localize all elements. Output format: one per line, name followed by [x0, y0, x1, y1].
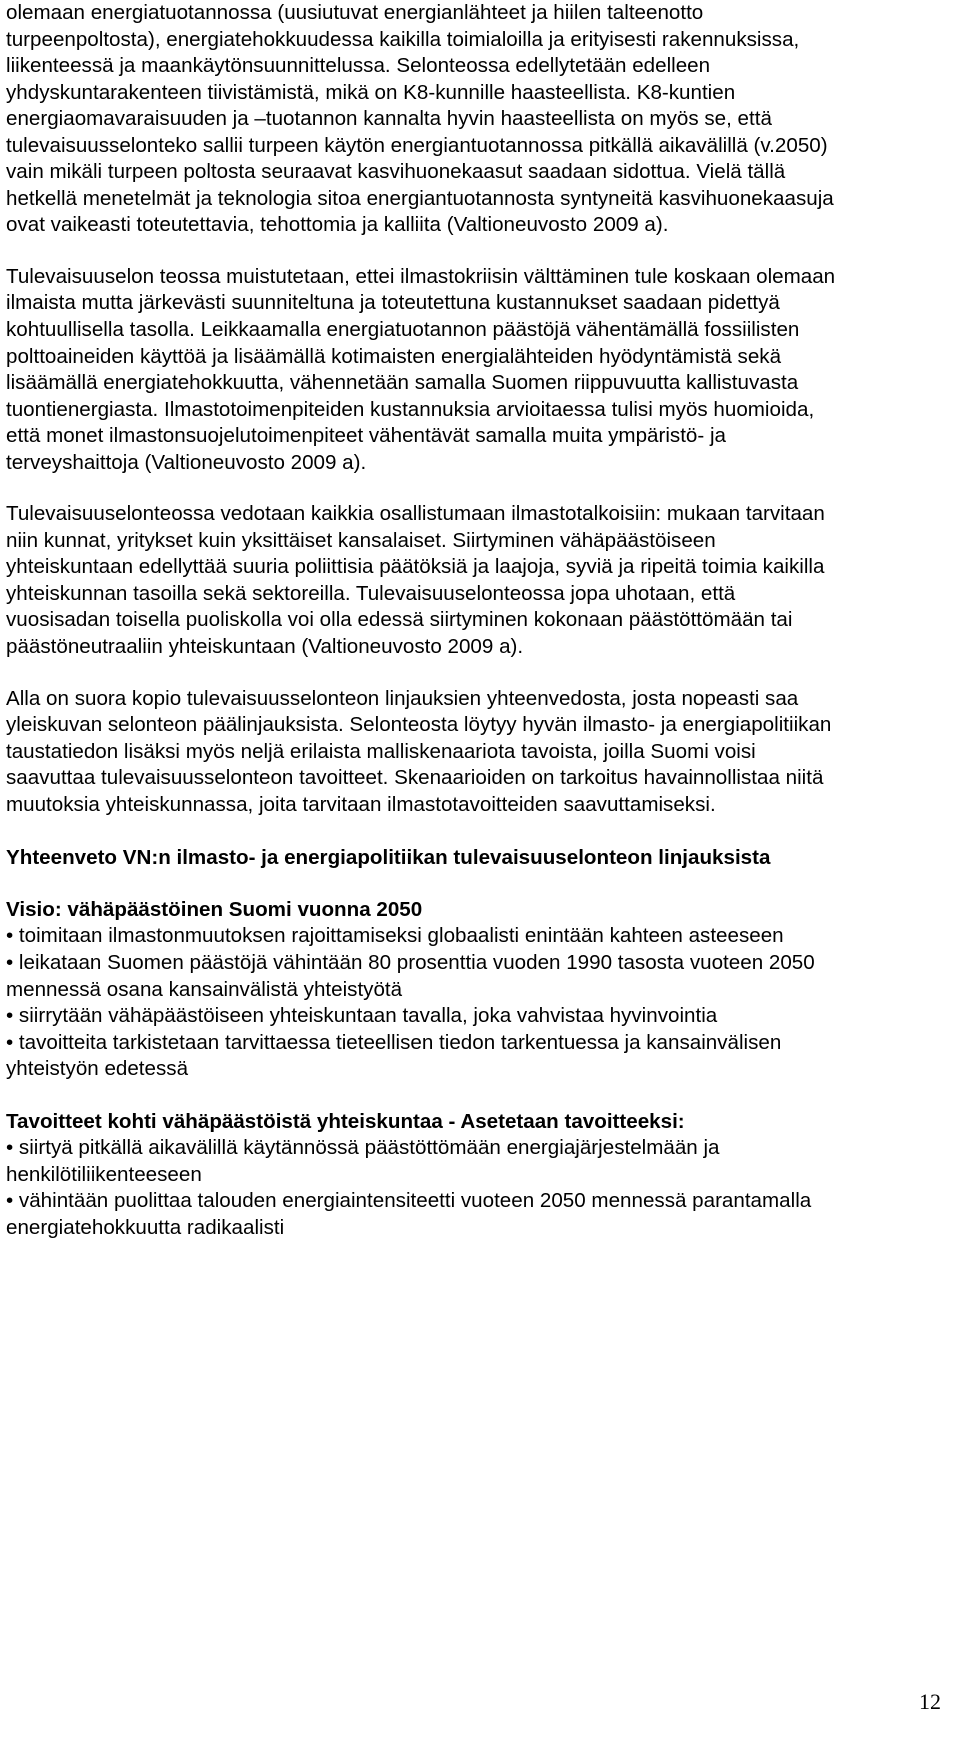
goals-item: • vähintään puolittaa talouden energiaintensiteetti vuoteen 2050 mennessä parantamalla energiatehokkuutta radikaalisti [6, 1189, 812, 1239]
vision-heading: Visio: vähäpäästöinen Suomi vuonna 2050 [6, 897, 423, 921]
paragraph: Tulevaisuuselonteossa vedotaan kaikkia osallistumaan ilmastotalkoisiin: mukaan tarvitaan niin kunnat, yritykset kuin yksittäiset kansalaiset. Siirtyminen vähäpäästöiseen yhteiskuntaan edellyttää suuria poliittisia päätöksiä ja laajoja, syviä ja ripeitä toimia kaikilla yhteiskunnan tasoilla sekä sektoreilla. Tulevaisuuselonteossa jopa uhotaan, että vuosisadan toisella puoliskolla voi olla edessä siirtyminen kokonaan päästöttömään tai päästöneutraaliin yhteiskuntaan (Valtioneuvosto 2009 a). [6, 502, 825, 659]
vision-item: • siirrytään vähäpäästöiseen yhteiskuntaan tavalla, joka vahvistaa hyvinvointia [6, 1004, 718, 1028]
summary-heading: Yhteenveto VN:n ilmasto- ja energiapolitiikan tulevaisuuselonteon linjauksista [6, 846, 771, 870]
vision-item: • tavoitteita tarkistetaan tarvittaessa tieteellisen tiedon tarkentuessa ja kansainvälisen yhteistyön edetessä [6, 1030, 782, 1081]
vision-section [6, 897, 841, 1083]
vision-list [6, 923, 841, 1082]
paragraph: olemaan energiatuotannossa (uusiutuvat energianlähteet ja hiilen talteenotto turpeenpoltosta), energiatehokkuudessa kaikilla toimialoilla ja erityisesti rakennuksissa, liikenteessä ja maankäytönsuunnittelussa. Selonteossa edellytetään edelleen yhdyskuntarakenteen tiivistämistä, mikä on K8-kunnille haasteellista. K8-kuntien energiaomavaraisuuden ja –tuotannon kannalta hyvin haasteellista on myös se, että tulevaisuusselonteko sallii turpeen käytön energiantuotannossa pitkällä aikavälillä (v.2050) vain mikäli turpeen poltosta seuraavat kasvihuonekaasut saadaan sidottua. Vielä tällä hetkellä menetelmät ja teknologia sitoa energiantuotannosta syntyneitä kasvihuonekaasuja ovat vaikeasti toteutettavia, tehottomia ja kalliita (Valtioneuvosto 2009 a). [6, 1, 834, 237]
paragraph: Tulevaisuuselon teossa muistutetaan, ettei ilmastokriisin välttäminen tule koskaan olemaan ilmaista mutta järkevästi suunniteltuna ja toteutettuna kustannukset saadaan pidettyä kohtuullisella tasolla. Leikkaamalla energiatuotannon päästöjä vähentämällä fossiilisten polttoaineiden käyttöä ja lisäämällä kotimaisten energialähteiden hyödyntämistä sekä lisäämällä energiatehokkuutta, vähennetään samalla Suomen riippuvuutta kallistuvasta tuontienergiasta. Ilmastotoimenpiteiden kustannuksia arvioitaessa tulisi myös huomioida, että monet ilmastonsuojelutoimenpiteet vähentävät samalla muita ympäristö- ja terveyshaittoja (Valtioneuvosto 2009 a). [6, 264, 836, 474]
goals-section [6, 1109, 841, 1242]
goals-item: • siirtyä pitkällä aikavälillä käytännössä päästöttömään energiajärjestelmään ja henkilötiliikenteeseen [6, 1136, 720, 1186]
vision-item: • toimitaan ilmastonmuutoksen rajoittamiseksi globaalisti enintään kahteen asteeseen [6, 924, 784, 948]
goals-list [6, 1135, 841, 1241]
page-number: 12 [919, 1689, 941, 1714]
goals-heading: Tavoitteet kohti vähäpäästöistä yhteiskuntaa - Asetetaan tavoitteeksi: [6, 1109, 685, 1133]
document-body [6, 0, 841, 1241]
paragraph: Alla on suora kopio tulevaisuusselonteon linjauksien yhteenvedosta, josta nopeasti saa yleiskuvan selonteon päälinjauksista. Selonteosta löytyy hyvän ilmasto- ja energiapolitiikan taustatiedon lisäksi myös neljä erilaista malliskenaariota tavoista, joilla Suomi voisi saavuttaa tulevaisuusselonteon tavoitteet. Skenaarioiden on tarkoitus havainnollistaa niitä muutoksia yhteiskunnassa, joita tarvitaan ilmastotavoitteiden saavuttamiseksi. [6, 686, 832, 816]
vision-item: • leikataan Suomen päästöjä vähintään 80 prosenttia vuoden 1990 tasosta vuoteen 2050 mennessä osana kansainvälistä yhteistyötä [6, 950, 815, 1001]
